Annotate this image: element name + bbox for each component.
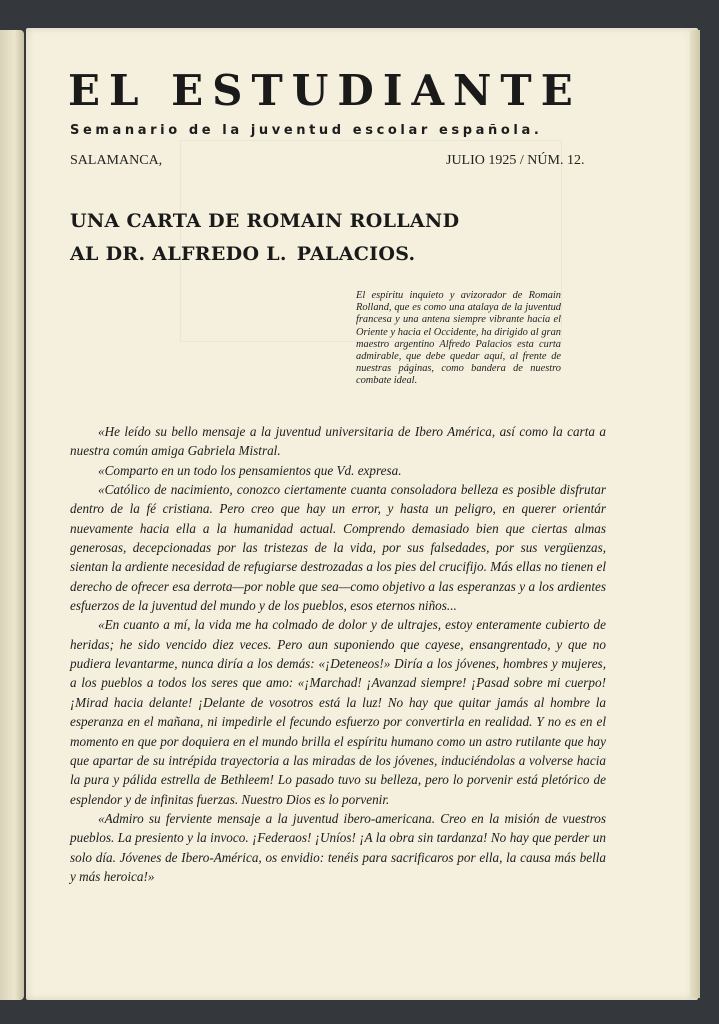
masthead-place: SALAMANCA, [70, 153, 163, 168]
article-body [70, 422, 606, 886]
body-paragraph: «En cuanto a mí, la vida me ha colmado de dolor y de ultrajes, estoy enteramente cubierto de heridas; he sido vencido diez veces. Pero aun suponiendo que cayese, ensangrentado, y que no pudiera levantarme, nunca diría a los demás: «¡Deteneos!» Diría a los jóvenes, hombres y mujeres, a los pueblos a todos los seres que amo: «¡Marchad! ¡Avanzad siempre! ¡Pasad sobre mi cuerpo! ¡Mirad hacia delante! ¡Delante de vosotros está la luz! No hay que quitar jamás al hombre la esperanza en el mañana, ni impedirle el fecundo esfuerzo por convertirla en realidad. Y no es en el momento en que por doquiera en el mundo brilla el espíritu humano como un astro rutilante que hay que apartar de su intrépida trayectoria a las miradas de los jóvenes, induciéndolas a volverse hacia la pura y pálida estrella de Bethleem! Lo pasado tuvo su belleza, pero lo porvenir está pletórico de esplendor y de infinitas fuerzas. Nuestro Dios es lo porvenir. [70, 617, 606, 807]
article-title-line2-part-b: PALACIOS. [296, 243, 416, 265]
body-paragraph: «Comparto en un todo los pensamientos que Vd. expresa. [98, 462, 402, 478]
body-paragraph: «Católico de nacimiento, conozco ciertamente cuanta consoladora belleza es posible disfrutar dentro de la fé cristiana. Pero creo que hay un error, y hasta un peligro, en querer orientár nuevamente hacia ella a la humanidad actual. Comprendo demasiado bien que ciertas almas generosas, decepcionadas por las tristezas de la vida, por sus falsedades, por sus vergüenzas, sientan la ardiente necesidad de refugiarse destrozadas a los pies del crucifijo. Más ellas no tienen el derecho de ofrecer esa derrota—por noble que sea—como objetivo a las esperanzas y a los ardientes esfuerzos de la juventud del mundo y de los pueblos, esos eternos niños... [70, 482, 606, 614]
masthead-title: EL ESTUDIANTE [68, 66, 582, 115]
article-epigraph: El espíritu inquieto y avizorador de Romain Rolland, que es como una atalaya de la juventud francesa y una antena siempre vibrante hacia el Oriente y hacia el Occidente, ha dirigido al gran maestro argentino Alfredo Palacios esta curta admirable, que debe quedar aquí, al frente de nuestras páginas, como bandera de nuestro combate ideal. [356, 290, 561, 387]
masthead-subtitle: Semanario de la juventud escolar española. [70, 123, 543, 138]
body-paragraph: «Admiro su ferviente mensaje a la juventud ibero-americana. Creo en la misión de vuestros pueblos. La presiento y la invoco. ¡Federaos! ¡Uníos! ¡A la obra sin tardanza! No hay que perder un solo día. Jóvenes de Ibero-América, os envidio: tenéis para sacrificaros por ella, la causa más bella y más heroica!» [70, 810, 606, 884]
body-paragraph: «He leído su bello mensaje a la juventud universitaria de Ibero América, así como la carta a nuestra común amiga Gabriela Mistral. [70, 424, 606, 459]
page-edge-shadow [690, 30, 700, 998]
masthead-date-issue: JULIO 1925 / NÚM. 12. [446, 153, 585, 168]
article-title-line2 [70, 243, 500, 265]
article-title-line2-part-a: AL DR. ALFREDO L. [70, 243, 287, 265]
adjacent-page-edge [0, 30, 24, 1000]
article-title-line1: UNA CARTA DE ROMAIN ROLLAND [70, 210, 460, 232]
